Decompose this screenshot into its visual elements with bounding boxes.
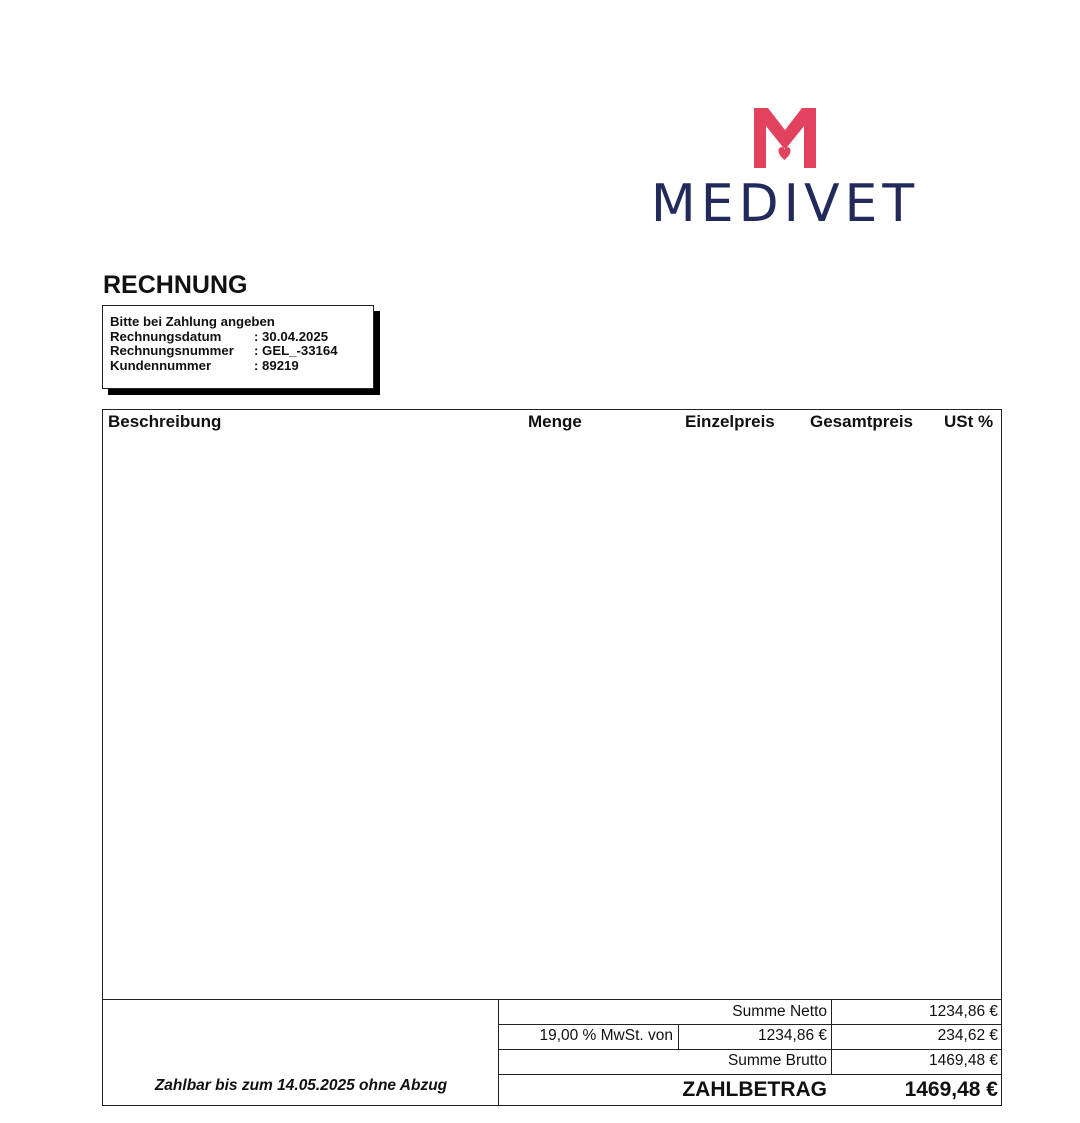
totals-divider	[831, 1000, 832, 1074]
medivet-m-mark-icon	[752, 104, 818, 170]
line-items-table	[102, 409, 1002, 1000]
customer-number-label: Kundennummer	[110, 357, 212, 373]
payment-reference-heading	[110, 315, 373, 330]
vat-rate-label: 19,00 % MwSt. von	[539, 1027, 673, 1044]
payment-due-note: Zahlbar bis zum 14.05.2025 ohne Abzug	[154, 1077, 448, 1094]
invoice-number-row	[110, 344, 373, 359]
column-header-vat: USt %	[944, 412, 994, 431]
column-header-unit-price: Einzelpreis	[685, 412, 775, 431]
invoice-number-value: : GEL_-33164	[254, 343, 338, 358]
medivet-wordmark: MEDIVET	[650, 174, 920, 234]
invoice-date-value: : 30.04.2025	[254, 328, 329, 344]
payment-reference-heading-text: Bitte bei Zahlung angeben	[110, 314, 275, 329]
column-header-total-price: Gesamtpreis	[810, 412, 913, 431]
net-total-label: Summe Netto	[732, 1003, 827, 1020]
payment-reference-box	[102, 305, 374, 389]
totals-section	[102, 999, 1002, 1106]
payment-amount-value: 1469,48 €	[904, 1078, 998, 1101]
vat-base-value: 1234,86 €	[758, 1027, 827, 1044]
net-total-value: 1234,86 €	[929, 1003, 998, 1020]
invoice-date-label: Rechnungsdatum	[110, 328, 222, 344]
gross-total-value: 1469,48 €	[929, 1052, 998, 1069]
customer-number-value: : 89219	[254, 357, 299, 373]
invoice-number-label: Rechnungsnummer	[110, 343, 234, 358]
medivet-logo	[646, 102, 924, 232]
totals-divider	[678, 1024, 679, 1049]
column-header-quantity: Menge	[528, 412, 582, 431]
page-title: RECHNUNG	[103, 271, 248, 299]
vat-amount-value: 234,62 €	[937, 1027, 998, 1044]
column-header-description: Beschreibung	[108, 412, 222, 431]
gross-total-label: Summe Brutto	[727, 1052, 827, 1069]
totals-divider	[498, 1074, 1002, 1075]
customer-number-row	[110, 359, 373, 374]
payment-amount-label: ZAHLBETRAG	[682, 1078, 827, 1101]
invoice-date-row	[110, 330, 373, 345]
